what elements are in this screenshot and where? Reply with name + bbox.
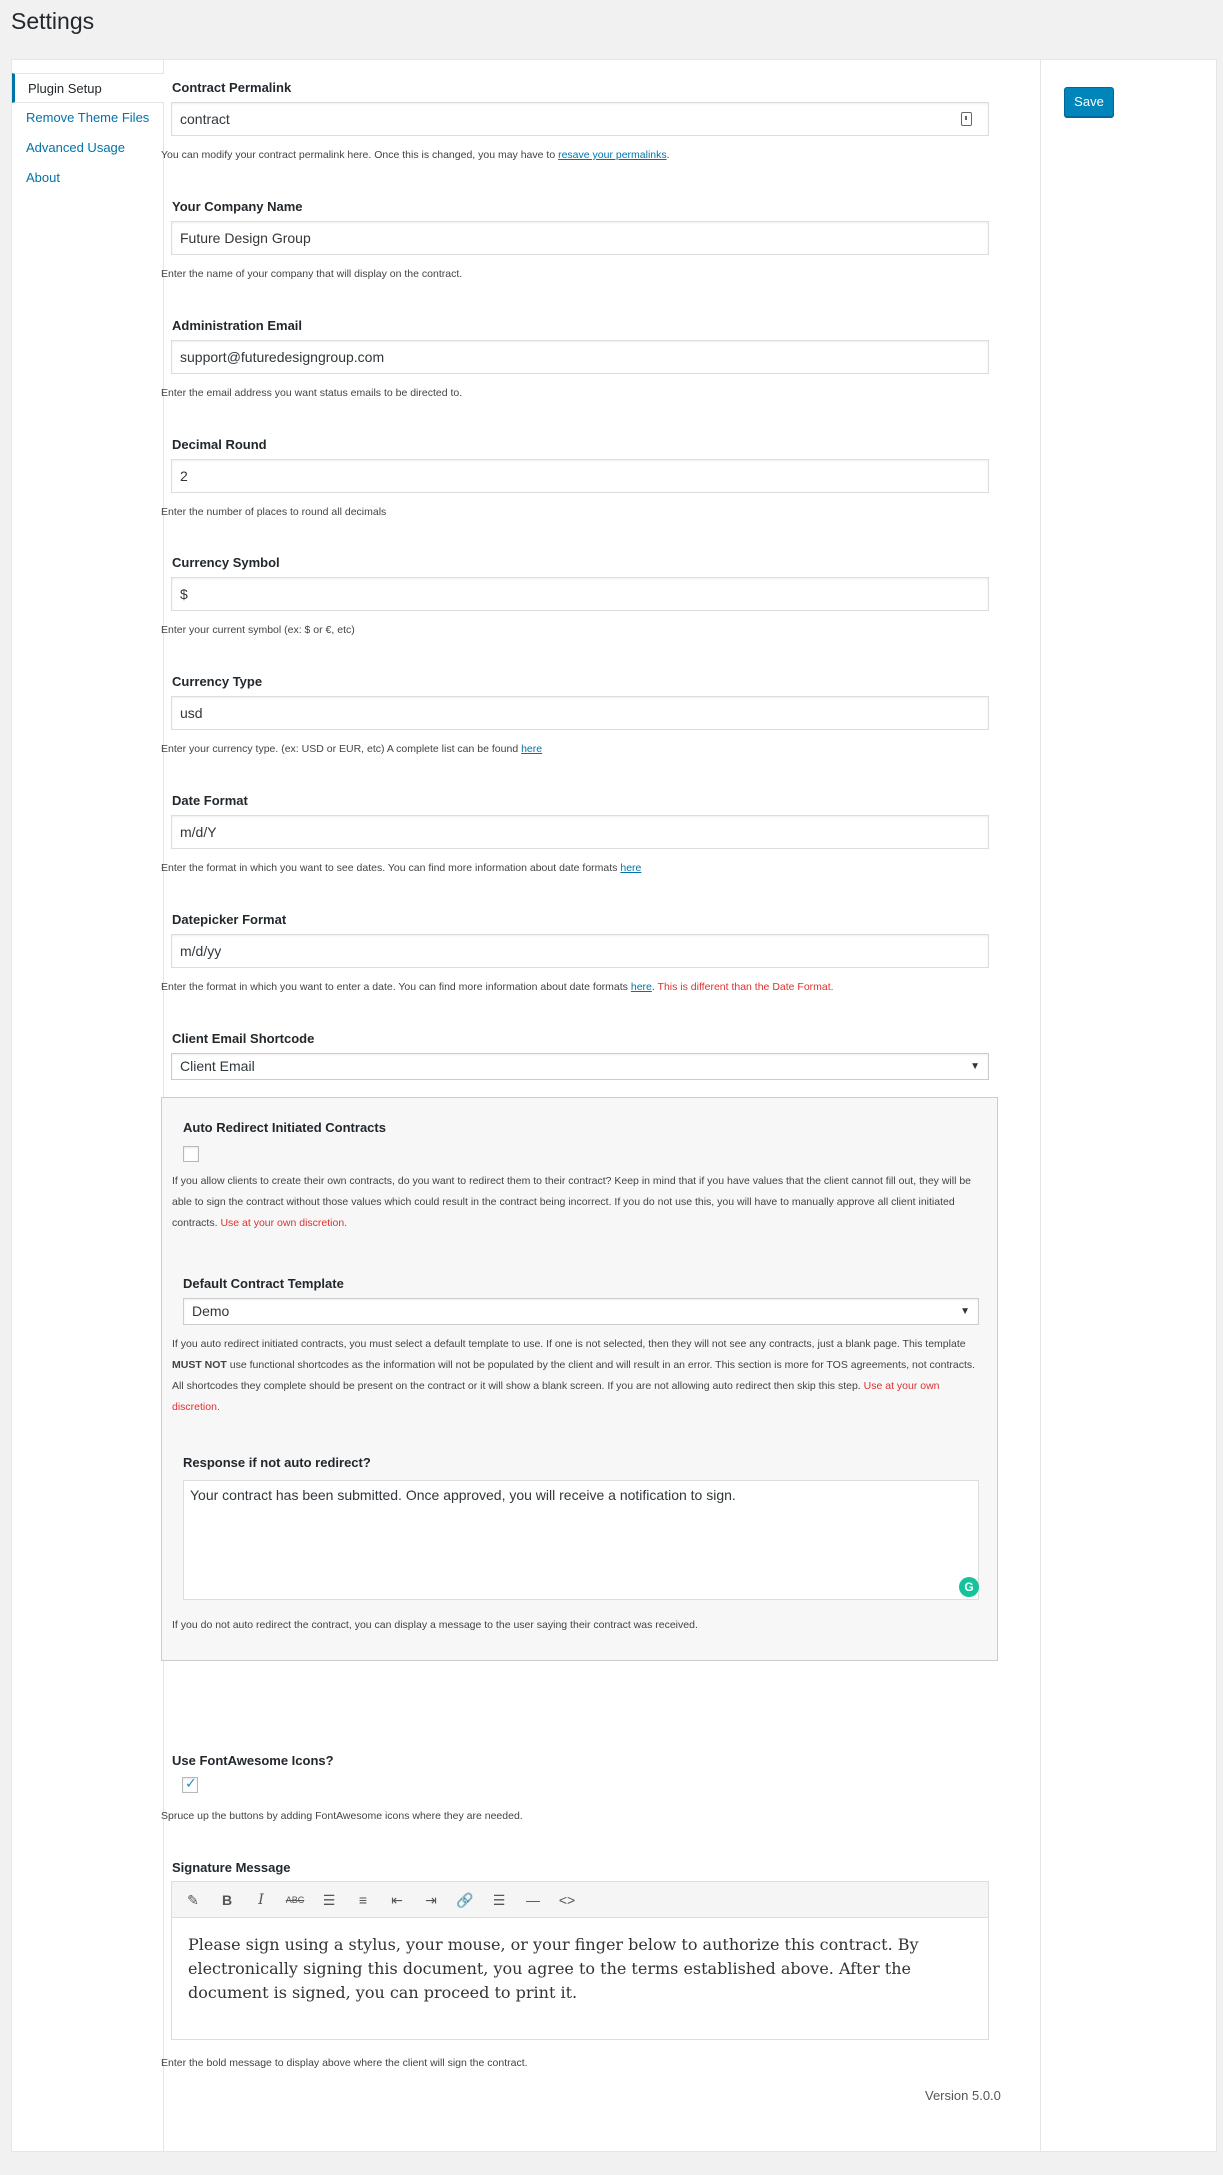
company-name-input[interactable] xyxy=(171,221,989,255)
response-value: Your contract has been submitted. Once approved, you will receive a notification to sign. xyxy=(190,1487,736,1503)
version-label: Version 5.0.0 xyxy=(925,2088,1001,2103)
paintbrush-icon[interactable]: ✎ xyxy=(187,1892,199,1908)
admin-email-input[interactable] xyxy=(171,340,989,374)
currency-type-label: Currency Type xyxy=(172,674,263,689)
decimal-round-input[interactable] xyxy=(171,459,989,493)
strikethrough-icon[interactable]: ABC xyxy=(285,1895,305,1905)
code-icon[interactable]: <> xyxy=(558,1892,576,1908)
datepicker-format-description xyxy=(161,981,834,993)
currency-symbol-value: $ xyxy=(180,586,188,602)
datepicker-format-label: Datepicker Format xyxy=(172,912,287,927)
fontawesome-description: Spruce up the buttons by adding FontAwesome icons where they are needed. xyxy=(161,1810,523,1822)
sidebar-item-advanced-usage[interactable]: Advanced Usage xyxy=(26,140,126,155)
signature-message-description: Enter the bold message to display above where the client will sign the contract. xyxy=(161,2057,528,2069)
default-template-value: Demo xyxy=(192,1303,230,1319)
default-template-description xyxy=(172,1334,984,1418)
auto-redirect-section xyxy=(161,1097,998,1661)
date-format-link[interactable]: here xyxy=(620,862,642,874)
response-textarea[interactable] xyxy=(183,1480,979,1600)
admin-email-description: Enter the email address you want status emails to be directed to. xyxy=(161,387,463,399)
fontawesome-checkbox[interactable] xyxy=(182,1777,198,1793)
password-manager-icon[interactable] xyxy=(961,112,972,126)
date-format-desc-text: Enter the format in which you want to see dates. You can find more information about date formats xyxy=(161,862,618,874)
page-title: Settings xyxy=(11,8,95,34)
permalink-value: contract xyxy=(180,111,230,127)
default-template-desc-bold: MUST NOT xyxy=(172,1359,227,1371)
currency-symbol-description: Enter your current symbol (ex: $ or €, etc) xyxy=(161,624,355,636)
link-icon[interactable]: 🔗 xyxy=(456,1892,474,1908)
save-button[interactable]: Save xyxy=(1064,87,1114,117)
auto-redirect-desc-text: If you allow clients to create their own contracts, do you want to redirect them to their contract? Keep in mind that if you have values that the client cannot fill out, they will be able to sign the contract without those values which could result in the contract being incorrect. If you do not use this, you will have to manually approve all client initiated contracts. xyxy=(172,1175,972,1229)
numbered-list-icon[interactable]: ≡ xyxy=(358,1892,368,1908)
signature-editor[interactable] xyxy=(171,1881,989,2040)
permalink-label: Contract Permalink xyxy=(172,80,292,95)
default-template-label: Default Contract Template xyxy=(183,1276,344,1291)
fontawesome-label: Use FontAwesome Icons? xyxy=(172,1753,334,1768)
sidebar-item-plugin-setup[interactable]: Plugin Setup xyxy=(12,73,164,103)
editor-toolbar xyxy=(172,1882,988,1918)
outdent-icon[interactable]: ⇤ xyxy=(391,1892,403,1908)
company-name-description: Enter the name of your company that will display on the contract. xyxy=(161,268,463,280)
date-format-label: Date Format xyxy=(172,793,248,808)
datepicker-desc-end: . xyxy=(651,981,655,993)
company-name-value: Future Design Group xyxy=(180,230,311,246)
currency-type-input[interactable] xyxy=(171,696,989,730)
auto-redirect-checkbox[interactable] xyxy=(183,1146,199,1162)
currency-list-link[interactable]: here xyxy=(521,743,543,755)
currency-type-value: usd xyxy=(180,705,203,721)
default-template-desc-1: If you auto redirect initiated contracts, you must select a default template to use. If one is not selected, then they will not see any contracts, just a blank page. This template xyxy=(172,1338,966,1350)
datepicker-format-link[interactable]: here xyxy=(630,981,652,993)
datepicker-format-value: m/d/yy xyxy=(180,943,222,959)
currency-type-desc-text: Enter your currency type. (ex: USD or EUR, etc) A complete list can be found xyxy=(161,743,519,755)
default-template-warning: Use at your own discretion. xyxy=(172,1380,940,1413)
chevron-down-icon: ▼ xyxy=(970,1061,980,1072)
response-description: If you do not auto redirect the contract, you can display a message to the user saying their contract was received. xyxy=(172,1619,698,1631)
horizontal-line-icon[interactable]: — xyxy=(526,1892,540,1908)
signature-message-label: Signature Message xyxy=(172,1860,291,1875)
admin-email-value: support@futuredesigngroup.com xyxy=(180,349,385,365)
currency-symbol-input[interactable] xyxy=(171,577,989,611)
permalink-description xyxy=(161,149,670,161)
permalink-desc-end: . xyxy=(666,149,670,161)
signature-message-content[interactable]: Please sign using a stylus, your mouse, or your finger below to authorize this contract. By electronically signing this document, you agree to the terms established above. After the document is signed, you can proceed to print it. xyxy=(188,1935,919,2002)
default-template-desc-2: use functional shortcodes as the information will not be populated by the client and will result in an error. This section is more for TOS agreements, not contracts. All shortcodes they complete should be present on the contract or it will show a blank screen. If you are not allowing auto redirect then skip this step. xyxy=(172,1359,976,1392)
auto-redirect-warning: Use at your own discretion. xyxy=(220,1217,348,1229)
right-column-divider xyxy=(1040,60,1041,2151)
sidebar-item-about[interactable]: About xyxy=(26,170,60,185)
permalink-input[interactable] xyxy=(171,102,989,136)
date-format-description xyxy=(161,862,641,874)
default-template-select[interactable] xyxy=(183,1298,979,1325)
indent-icon[interactable]: ⇥ xyxy=(425,1892,437,1908)
client-email-shortcode-select[interactable] xyxy=(171,1053,989,1080)
bullet-list-icon[interactable]: ☰ xyxy=(322,1892,336,1908)
sidebar xyxy=(12,60,163,2151)
client-email-shortcode-label: Client Email Shortcode xyxy=(172,1031,315,1046)
datepicker-warning: This is different than the Date Format. xyxy=(657,981,834,993)
resave-permalinks-link[interactable]: resave your permalinks xyxy=(558,149,667,161)
align-left-icon[interactable]: ☰ xyxy=(492,1892,506,1908)
response-label: Response if not auto redirect? xyxy=(183,1455,371,1470)
decimal-round-label: Decimal Round xyxy=(172,437,267,452)
auto-redirect-description xyxy=(172,1171,984,1234)
permalink-desc-text: You can modify your contract permalink here. Once this is changed, you may have to xyxy=(161,149,556,161)
auto-redirect-label: Auto Redirect Initiated Contracts xyxy=(183,1120,386,1135)
datepicker-desc-text: Enter the format in which you want to enter a date. You can find more information about date formats xyxy=(161,981,628,993)
client-email-shortcode-value: Client Email xyxy=(180,1058,255,1074)
admin-email-label: Administration Email xyxy=(172,318,303,333)
company-name-label: Your Company Name xyxy=(172,199,303,214)
decimal-round-description: Enter the number of places to round all decimals xyxy=(161,506,387,518)
checkmark-icon: ✓ xyxy=(185,1775,197,1791)
chevron-down-icon: ▼ xyxy=(960,1306,970,1317)
bold-icon[interactable]: B xyxy=(221,1892,233,1908)
italic-icon[interactable]: I xyxy=(258,1892,264,1908)
sidebar-item-remove-theme-files[interactable]: Remove Theme Files xyxy=(26,110,150,125)
decimal-round-value: 2 xyxy=(180,468,188,484)
grammarly-icon[interactable]: G xyxy=(959,1577,979,1597)
date-format-input[interactable] xyxy=(171,815,989,849)
currency-symbol-label: Currency Symbol xyxy=(172,555,280,570)
date-format-value: m/d/Y xyxy=(180,824,217,840)
currency-type-description xyxy=(161,743,542,755)
datepicker-format-input[interactable] xyxy=(171,934,989,968)
